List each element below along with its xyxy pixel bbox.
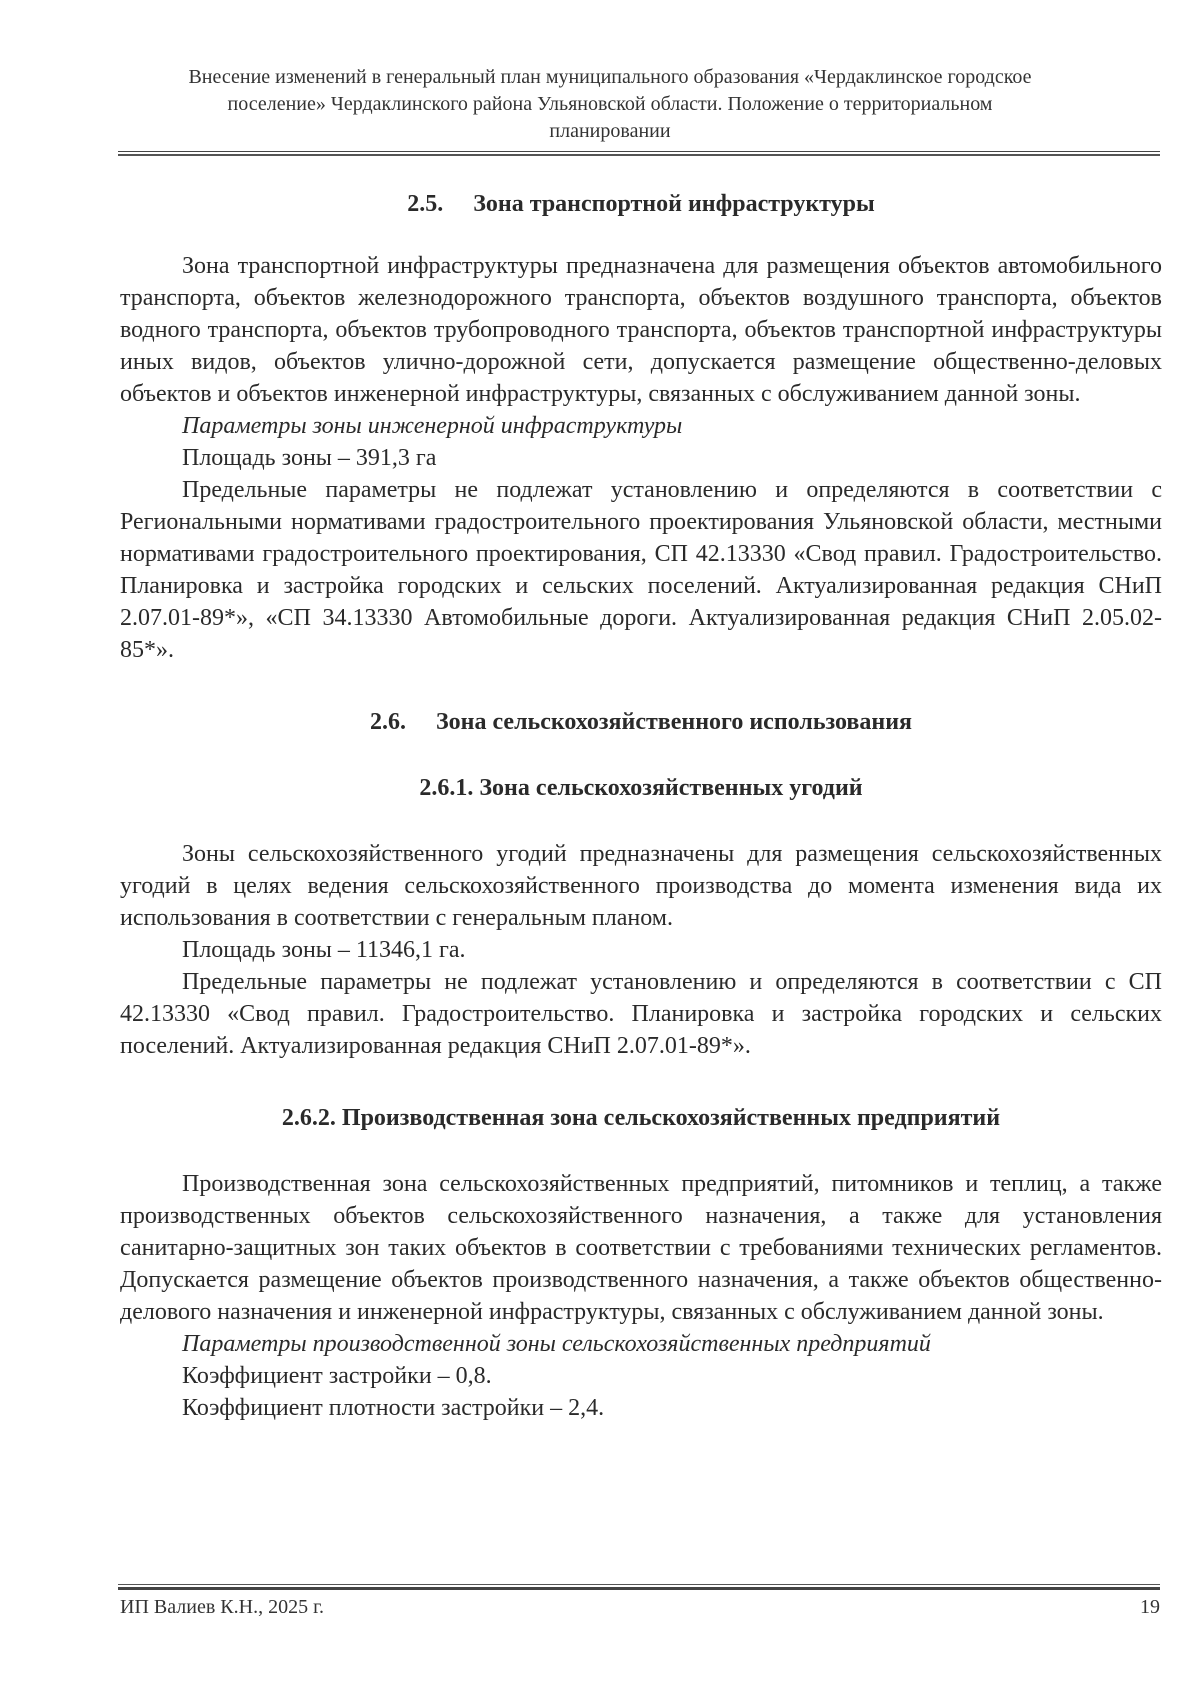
section-title: Зона сельскохозяйственного использования [435, 709, 913, 735]
header-line-1: Внесение изменений в генеральный план муниципального образования «Чердаклинское городское [188, 66, 1032, 88]
spacer [120, 804, 1162, 838]
page-content [120, 188, 1162, 1424]
paragraph: Производственная зона сельскохозяйственных предприятий, питомников и теплиц, а также производственных объектов сельскохозяйственного назначения, а также для установления санитарно-защитных зон таких объектов в соответствии с требованиями технических регламентов. Допускается размещение объектов производственного назначения, а также объектов общественно-делового назначения и инженерной инфраструктуры, связанных с обслуживанием данной зоны. [120, 1171, 1162, 1325]
spacer [120, 738, 1162, 772]
section-number: 2.6. [369, 709, 406, 735]
running-header [110, 64, 1110, 145]
coefficient-line: Коэффициент плотности застройки – 2,4. [182, 1395, 605, 1421]
params-label: Параметры производственной зоны сельскохозяйственных предприятий [182, 1331, 931, 1357]
section-number: 2.5. [407, 191, 444, 217]
header-line-2: поселение» Чердаклинского района Ульяновской области. Положение о территориальном [227, 93, 993, 115]
header-divider [118, 151, 1160, 156]
paragraph: Предельные параметры не подлежат установлению и определяются в соответствии с СП 42.13330 «Свод правил. Градостроительство. Планировка и застройка городских и сельских поселений. Актуализированная редакция СНиП 2.07.01-89*». [120, 969, 1162, 1059]
paragraph: Предельные параметры не подлежат установлению и определяются в соответствии с Региональными нормативами градостроительного проектирования Ульяновской области, местными нормативами градостроительного проектирования, СП 42.13330 «Свод правил. Градостроительство. Планировка и застройка городских и сельских поселений. Актуализированная редакция СНиП 2.07.01-89*», «СП 34.13330 Автомобильные дороги. Актуализированная редакция СНиП 2.05.02-85*». [120, 477, 1162, 663]
header-line-3: планировании [549, 120, 671, 142]
subsection-heading-2-6-2: 2.6.2. Производственная зона сельскохозяйственных предприятий [281, 1105, 1001, 1131]
footer-author: ИП Валиев К.Н., 2025 г. [120, 1596, 325, 1618]
coefficient-line: Коэффициент застройки – 0,8. [182, 1363, 492, 1389]
spacer [120, 1062, 1162, 1102]
section-heading-2-6 [120, 706, 1162, 738]
paragraph: Зоны сельскохозяйственного угодий предназначены для размещения сельскохозяйственных угодий в целях ведения сельскохозяйственного производства до момента изменения вида их использования в соответствии с генеральным планом. [120, 841, 1162, 931]
params-label: Параметры зоны инженерной инфраструктуры [182, 413, 683, 439]
paragraph: Зона транспортной инфраструктуры предназначена для размещения объектов автомобильного транспорта, объектов железнодорожного транспорта, объектов воздушного транспорта, объектов водного транспорта, объектов трубопроводного транспорта, объектов транспортной инфраструктуры иных видов, объектов улично-дорожной сети, допускается размещение общественно-деловых объектов и объектов инженерной инфраструктуры, связанных с обслуживанием данной зоны. [120, 253, 1162, 407]
zone-area: Площадь зоны – 11346,1 га. [182, 937, 466, 963]
subsection-heading-2-6-1: 2.6.1. Зона сельскохозяйственных угодий [419, 775, 863, 801]
footer-divider [118, 1584, 1160, 1590]
spacer [120, 1134, 1162, 1168]
section-title: Зона транспортной инфраструктуры [473, 191, 875, 217]
zone-area: Площадь зоны – 391,3 га [182, 445, 437, 471]
spacer [120, 666, 1162, 706]
section-heading-2-5 [120, 188, 1162, 220]
page-number: 19 [1140, 1596, 1160, 1618]
